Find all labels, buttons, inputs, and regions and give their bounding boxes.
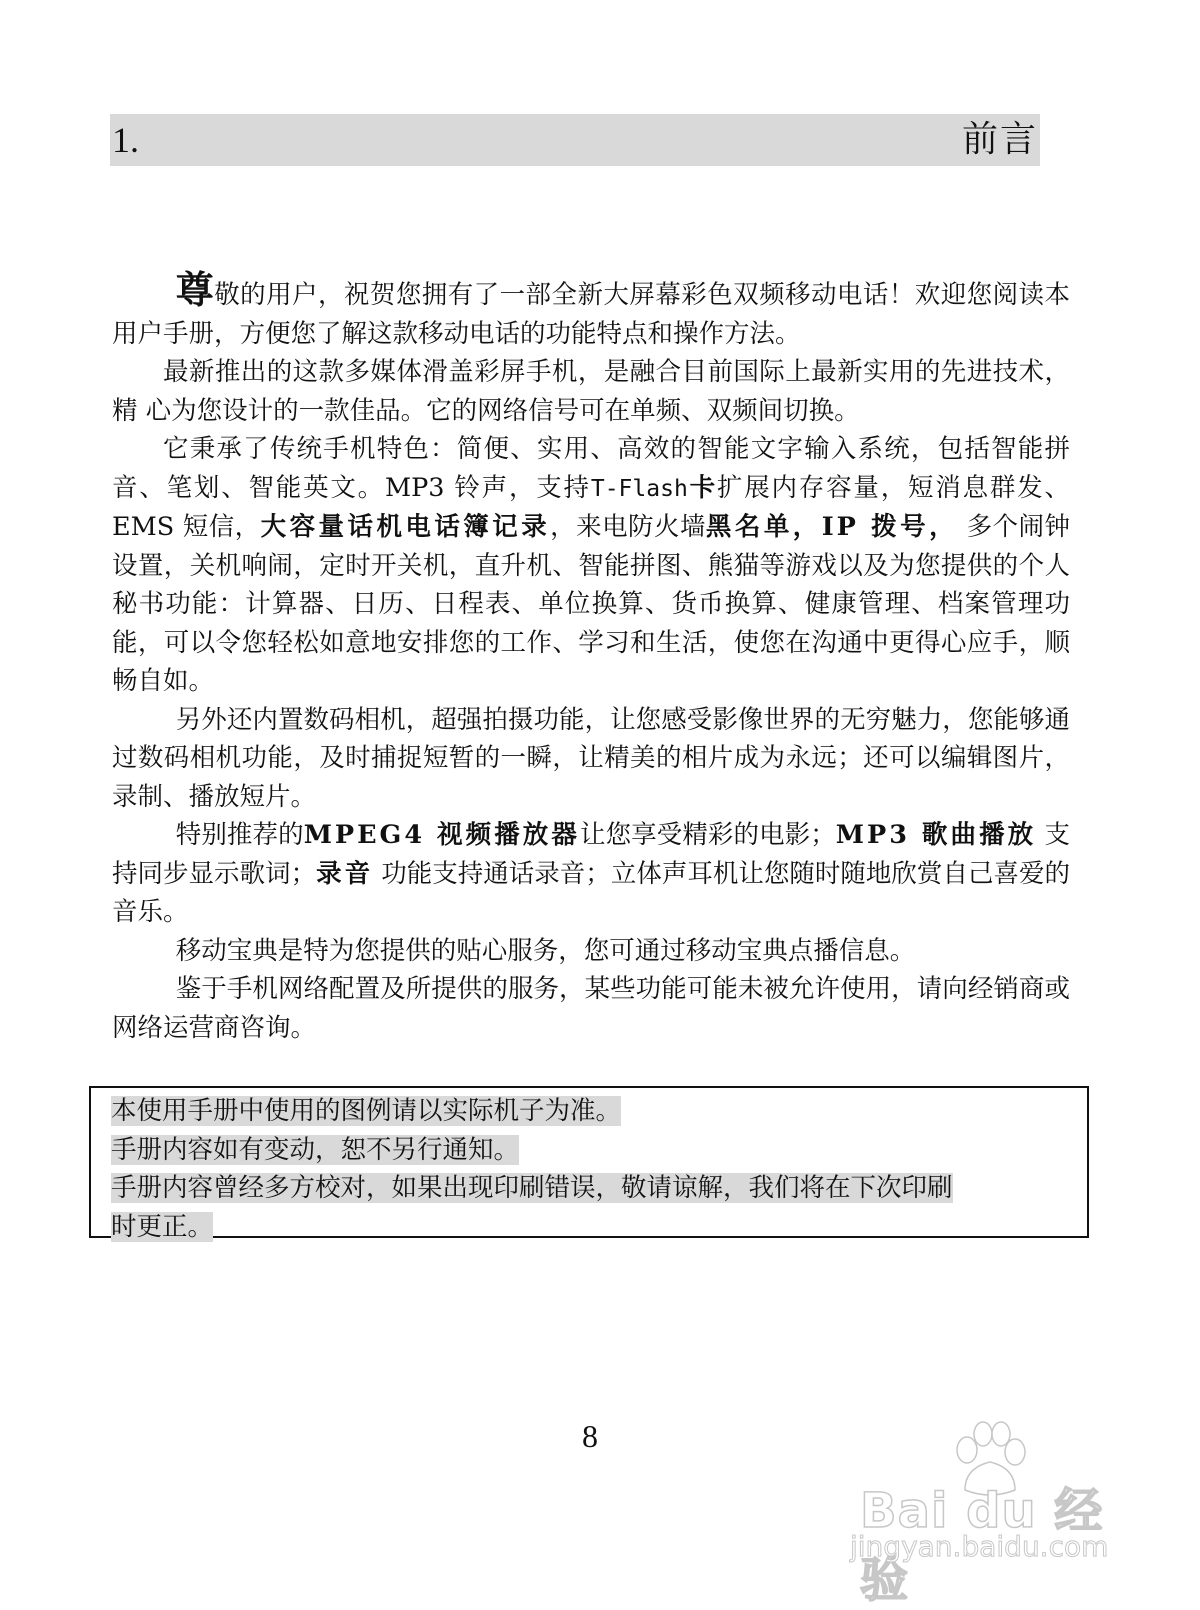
dropcap: 尊 <box>175 267 215 312</box>
paragraph-text: 功能支持通话录音；立体声耳机让您随时随地欣赏自己喜爱的音乐。 <box>112 858 1070 927</box>
video-player-feature: MPEG4 视频播放器 <box>303 820 580 850</box>
paragraph-media <box>112 816 1070 932</box>
notice-text: 手册内容如有变动，恕不另行通知。 <box>111 1134 520 1165</box>
notice-text: 手册内容曾经多方校对，如果出现印刷错误，敬请谅解，我们将在下次印刷 <box>111 1173 953 1203</box>
watermark-url: jingyan.baidu.com <box>850 1530 1109 1563</box>
paragraph-text: 最新推出的这款多媒体滑盖彩屏手机，是融合目前国际上最新实用的先进技术，精 心为您设计的一款佳品。它的网络信号可在单频、双频间切换。 <box>112 357 1070 426</box>
notice-line <box>111 1131 1067 1170</box>
paragraph-text: 鉴于手机网络配置及所提供的服务，某些功能可能未被允许使用，请向经销商或网络运营商咨询。 <box>112 974 1070 1043</box>
ip-dial-feature: IP 拨号， <box>821 512 959 542</box>
baidu-jingyan-watermark <box>850 1420 1130 1608</box>
paragraph-service <box>112 932 1070 971</box>
paragraph-text: ，来电防火墙 <box>550 512 706 542</box>
notice-text: 时更正。 <box>111 1211 214 1242</box>
watermark-brand: Bai du 经验 <box>860 1483 1104 1608</box>
paragraph-text: 它秉承了传统手机特色：简便、实用、高效的智能文字输入系统，包括智能拼音、笔划、智能英文。MP3 铃声，支持 <box>112 434 1070 503</box>
section-title: 前言 <box>961 119 1038 160</box>
paragraph-text: 让您享受精彩的电影； <box>579 820 836 850</box>
notice-box <box>89 1086 1089 1242</box>
phonebook-feature: 大容量话机电话簿记录 <box>260 512 551 542</box>
paragraph-text: 移动宝典是特为您提供的贴心服务，您可通过移动宝典点播信息。 <box>175 935 916 966</box>
section-number: 1. <box>112 120 139 160</box>
tflash-term: T-Flash <box>590 475 688 502</box>
notice-line <box>111 1092 1067 1131</box>
section-heading <box>110 114 1040 166</box>
paragraph-camera <box>112 701 1070 817</box>
paragraph-intro <box>112 353 1070 430</box>
notice-line <box>111 1169 1067 1208</box>
paragraph-text: 多个闹钟设置，关机响闹，定时开关机，直升机、智能拼图、熊猫等游戏以及为您提供的个人秘书功能：计算器、日历、日程表、单位换算、货币换算、健康管理、档案管理功能，可以令您轻松如意地安排您的工作、学习和生活，使您在沟通中更得心应手，顺畅自如。 <box>112 512 1070 696</box>
mp3-feature: MP3 歌曲播放 <box>835 820 1037 850</box>
paragraph-network-note <box>112 970 1070 1047</box>
paragraph-features <box>112 430 1070 701</box>
notice-text: 本使用手册中使用的图例请以实际机子为准。 <box>111 1096 622 1126</box>
paragraph-text: 扩展内存容量，短消息群发、EMS 短信， <box>112 472 1070 542</box>
notice-line <box>111 1208 1067 1247</box>
blacklist-feature: 黑名单， <box>705 512 822 542</box>
recording-feature: 录音 <box>316 858 374 889</box>
paragraph-greeting <box>112 267 1070 353</box>
preface-body <box>112 267 1070 1047</box>
page-number: 8 <box>582 1418 598 1454</box>
card-term: 卡 <box>687 472 717 503</box>
paragraph-text: 支持同步显示歌词； <box>112 820 1070 889</box>
paragraph-text: 敬的用户，祝贺您拥有了一部全新大屏幕彩色双频移动电话！欢迎您阅读本用户手册，方便您了解这款移动电话的功能特点和操作方法。 <box>112 280 1070 349</box>
paragraph-text: 另外还内置数码相机，超强拍摄功能，让您感受影像世界的无穷魅力，您能够通过数码相机功能，及时捕捉短暂的一瞬，让精美的相片成为永远；还可以编辑图片，录制、播放短片。 <box>112 704 1070 812</box>
paragraph-text: 特别推荐的 <box>175 820 304 850</box>
